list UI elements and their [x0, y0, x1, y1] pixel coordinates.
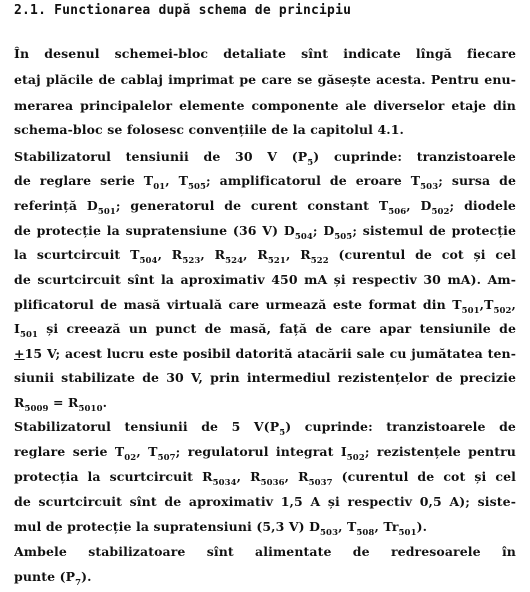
- text-run: și creează un punct de masă, față de care apar tensiunile de: [38, 321, 516, 336]
- text-run: merarea principalelor elemente componente ale diverselor etaje din: [14, 98, 516, 113]
- text-run: ) cuprinde: tranzistoarele: [313, 149, 516, 164]
- subscript: 01: [153, 181, 166, 192]
- subscript: 504: [294, 231, 313, 242]
- subscript: 5037: [308, 477, 333, 488]
- text-run: , D: [406, 198, 432, 213]
- subscript: 521: [267, 255, 286, 266]
- text-line: [14, 369, 516, 393]
- subscript: 522: [310, 255, 329, 266]
- subscript: 507: [157, 452, 176, 463]
- text-run: , R: [285, 247, 311, 262]
- text-run: protecția la scurtcircuit R: [14, 469, 213, 484]
- text-line: [14, 271, 516, 295]
- text-run: .: [102, 395, 108, 410]
- text-line: [14, 394, 516, 418]
- subscript: 524: [225, 255, 244, 266]
- text-run: , Tr: [374, 519, 399, 534]
- subscript: 7: [75, 577, 82, 588]
- subscript: 503: [420, 181, 439, 192]
- subscript: 505: [334, 231, 353, 242]
- subscript: 5034: [212, 477, 237, 488]
- text-line: [14, 568, 516, 592]
- text-run: , R: [200, 247, 226, 262]
- text-run: plificatorul de masă virtuală care urmează este format din T: [14, 297, 462, 312]
- text-run: În desenul schemei-bloc detaliate sînt indicate lîngă fiecare: [14, 46, 516, 61]
- text-run: , R: [157, 247, 183, 262]
- text-line: [14, 71, 516, 95]
- text-run: = R: [48, 395, 79, 410]
- text-run: schema-bloc se folosesc convențiile de la capitolul 4.1.: [14, 122, 404, 137]
- subscript: 506: [388, 206, 407, 217]
- text-run: , T: [165, 173, 188, 188]
- subscript: 5010: [78, 403, 103, 414]
- text-run: ; D: [312, 223, 335, 238]
- subscript: 503: [320, 527, 339, 538]
- text-run: de scurtcircuit sînt la aproximativ 450 mA și respectiv 30 mA). Am-: [14, 272, 516, 287]
- subscript: 5009: [24, 403, 49, 414]
- text-line: [14, 45, 516, 69]
- text-run: ).: [81, 569, 92, 584]
- subscript: 501: [19, 329, 38, 340]
- text-run: ,T: [479, 297, 494, 312]
- subscript: 502: [431, 206, 450, 217]
- subscript: 501: [97, 206, 116, 217]
- text-line: [14, 172, 516, 196]
- text-line: [14, 148, 516, 172]
- text-line: [14, 320, 516, 344]
- subscript: 504: [139, 255, 158, 266]
- text-run: Stabilizatorul tensiunii de 30 V (P: [14, 149, 308, 164]
- subscript: 5: [279, 427, 286, 438]
- text-run: , R: [284, 469, 309, 484]
- text-line: [14, 518, 516, 542]
- text-run: ) cuprinde: tranzistoarele de: [285, 419, 516, 434]
- text-run: ; diodele: [449, 198, 516, 213]
- text-run: R: [14, 395, 25, 410]
- text-run: ; sursa de: [438, 173, 516, 188]
- subscript: 502: [493, 305, 512, 316]
- subscript: 5036: [260, 477, 285, 488]
- text-line: [14, 296, 516, 320]
- text-line: [14, 345, 516, 369]
- text-run: siunii stabilizate de 30 V, prin intermediul rezistențelor de precizie: [14, 370, 516, 385]
- text-run: ; sistemul de protecție: [352, 223, 516, 238]
- subscript: 02: [124, 452, 137, 463]
- text-run: punte (P: [14, 569, 76, 584]
- text-line: [14, 246, 516, 270]
- subscript: 505: [188, 181, 207, 192]
- text-line: [14, 493, 516, 517]
- text-run: de scurtcircuit sînt de aproximativ 1,5 A și respectiv 0,5 A); siste-: [14, 494, 516, 509]
- text-run: ; rezistențele pentru: [364, 444, 516, 459]
- subscript: 508: [356, 527, 375, 538]
- subscript: 501: [398, 527, 417, 538]
- text-line: [14, 543, 516, 567]
- text-run: , T: [136, 444, 158, 459]
- text-run: (curentul de cot și cel: [332, 469, 516, 484]
- text-run: , R: [243, 247, 268, 262]
- text-run: Stabilizatorul tensiunii de 5 V(P: [14, 419, 280, 434]
- text-line: [14, 418, 516, 442]
- text-run: , T: [338, 519, 357, 534]
- text-run: (curentul de cot și cel: [328, 247, 516, 262]
- text-run: Ambele stabilizatoare sînt alimentate de redresoarele în: [14, 544, 516, 559]
- text-run: ; generatorul de curent constant T: [115, 198, 389, 213]
- text-line: [14, 97, 516, 121]
- text-line: [14, 443, 516, 467]
- text-line: [14, 468, 516, 492]
- text-run: referință D: [14, 198, 98, 213]
- text-run: 15 V; acest lucru este posibil datorită atacării sale cu jumătatea ten-: [24, 346, 516, 361]
- subscript: 5: [307, 157, 314, 168]
- subscript: 523: [182, 255, 201, 266]
- text-run: de protecție la supratensiune (36 V) D: [14, 223, 295, 238]
- text-run: de reglare serie T: [14, 173, 154, 188]
- text-line: [14, 222, 516, 246]
- text-run: I: [14, 321, 20, 336]
- text-line: [14, 197, 516, 221]
- subscript: 502: [346, 452, 365, 463]
- plus-minus-sign: +: [14, 346, 25, 361]
- text-run: ,: [511, 297, 516, 312]
- text-run: reglare serie T: [14, 444, 125, 459]
- text-run: etaj plăcile de cablaj imprimat pe care se găsește acesta. Pentru enu-: [14, 72, 516, 87]
- text-run: ; regulatorul integrat I: [175, 444, 347, 459]
- subscript: 501: [461, 305, 480, 316]
- section-heading: 2.1. Functionarea după schema de principiu: [14, 3, 352, 18]
- text-run: mul de protecție la supratensiuni (5,3 V) D: [14, 519, 321, 534]
- text-run: ).: [416, 519, 428, 534]
- text-run: ; amplificatorul de eroare T: [206, 173, 421, 188]
- text-run: , R: [236, 469, 261, 484]
- text-line: [14, 121, 516, 145]
- text-run: la scurtcircuit T: [14, 247, 140, 262]
